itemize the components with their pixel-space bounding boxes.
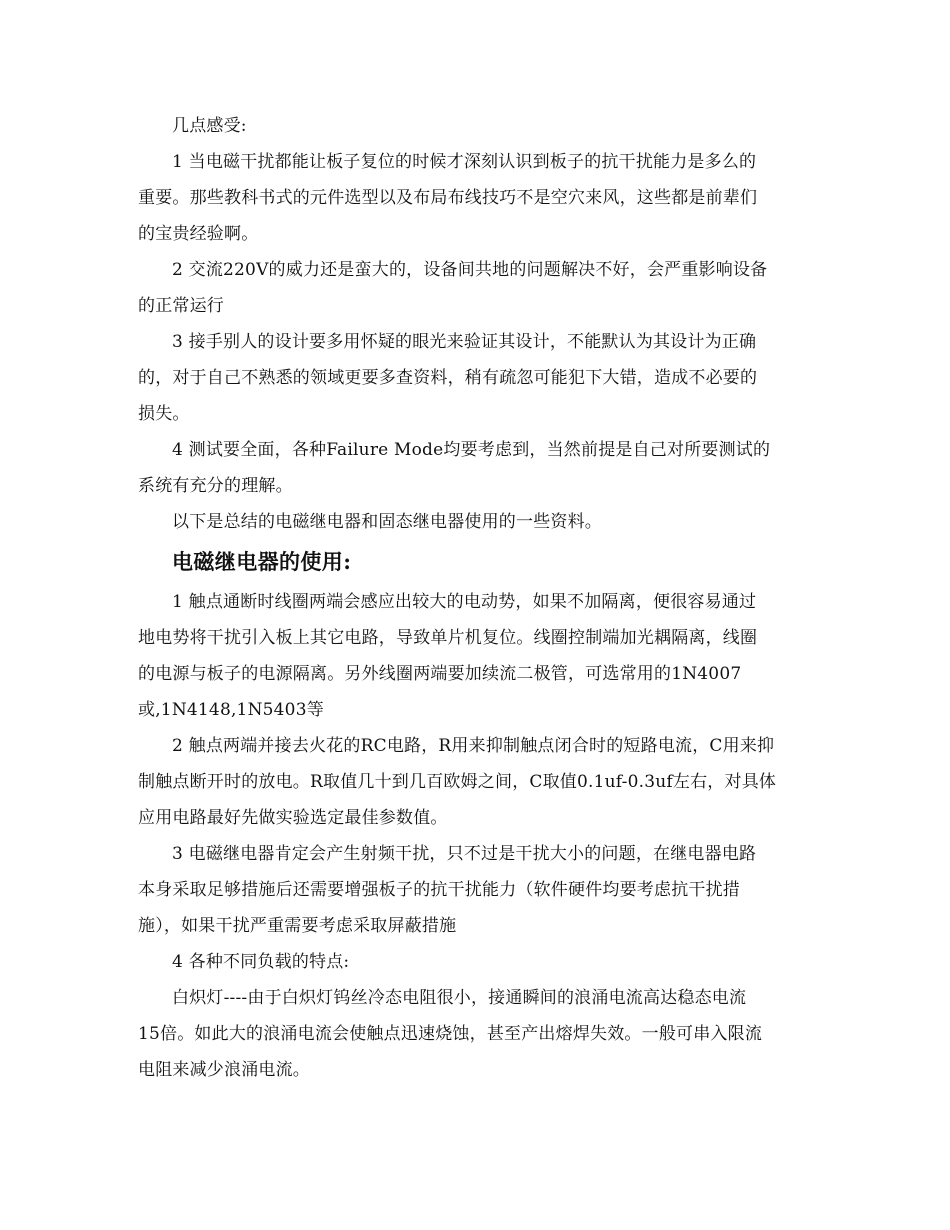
text-line: 的宝贵经验啊。	[138, 224, 259, 244]
text-line: 损失。	[138, 404, 190, 424]
text-line: 1 当电磁干扰都能让板子复位的时候才深刻认识到板子的抗干扰能力是多么的	[172, 152, 757, 172]
text-line: 的正常运行	[138, 296, 224, 316]
text-line: 2 触点两端并接去火花的RC电路，R用来抑制触点闭合时的短路电流，C用来抑	[172, 736, 775, 756]
text-line: 本身采取足够措施后还需要增强板子的抗干扰能力（软件硬件均要考虑抗干扰措	[138, 880, 740, 900]
section-title: 电磁继电器的使用:	[172, 549, 352, 574]
text-line: 重要。那些教科书式的元件选型以及布局布线技巧不是空穴来风，这些都是前辈们	[138, 188, 758, 208]
text-line: 的电源与板子的电源隔离。另外线圈两端要加续流二极管，可选常用的1N4007	[138, 664, 742, 684]
intro-heading: 几点感受:	[172, 116, 247, 136]
feeling-point-2	[138, 252, 814, 324]
text-line: 3 接手别人的设计要多用怀疑的眼光来验证其设计，不能默认为其设计为正确	[172, 332, 757, 352]
feeling-point-1	[138, 144, 814, 252]
incandescent-lamp-note	[138, 980, 814, 1088]
text-line: 地电势将干扰引入板上其它电路，导致单片机复位。线圈控制端加光耦隔离，线圈	[138, 628, 758, 648]
text-line: 的，对于自己不熟悉的领域更要多查资料，稍有疏忽可能犯下大错，造成不必要的	[138, 368, 758, 388]
relay-point-3	[138, 836, 814, 944]
relay-point-1	[138, 584, 814, 728]
feeling-point-4	[138, 432, 814, 504]
text-line: 2 交流220V的威力还是蛮大的，设备间共地的问题解决不好，会严重影响设备	[172, 260, 768, 280]
text-line: 制触点断开时的放电。R取值几十到几百欧姆之间，C取值0.1uf-0.3uf左右，对具体	[138, 772, 777, 792]
text-line: 或,1N4148,1N5403等	[138, 700, 324, 720]
text-line: 系统有充分的理解。	[138, 476, 293, 496]
feeling-point-3	[138, 324, 814, 432]
text-line: 4 测试要全面，各种Failure Mode均要考虑到，当然前提是自己对所要测试的	[172, 440, 771, 460]
document-body	[138, 108, 814, 1088]
text-line: 施），如果干扰严重需要考虑采取屏蔽措施	[138, 916, 457, 936]
summary-line: 以下是总结的电磁继电器和固态继电器使用的一些资料。	[172, 512, 602, 532]
text-line: 电阻来减少浪涌电流。	[138, 1060, 310, 1080]
text-line: 4 各种不同负载的特点:	[172, 952, 350, 972]
text-line: 1 触点通断时线圈两端会感应出较大的电动势，如果不加隔离，便很容易通过	[172, 592, 757, 612]
text-line: 15倍。如此大的浪涌电流会使触点迅速烧蚀，甚至产出熔焊失效。一般可串入限流	[138, 1024, 763, 1044]
relay-point-2	[138, 728, 814, 836]
text-line: 应用电路最好先做实验选定最佳参数值。	[138, 808, 448, 828]
text-line: 3 电磁继电器肯定会产生射频干扰，只不过是干扰大小的问题，在继电器电路	[172, 844, 757, 864]
text-line: 白炽灯----由于白炽灯钨丝冷态电阻很小，接通瞬间的浪涌电流高达稳态电流	[172, 988, 747, 1008]
relay-point-4	[138, 944, 814, 980]
